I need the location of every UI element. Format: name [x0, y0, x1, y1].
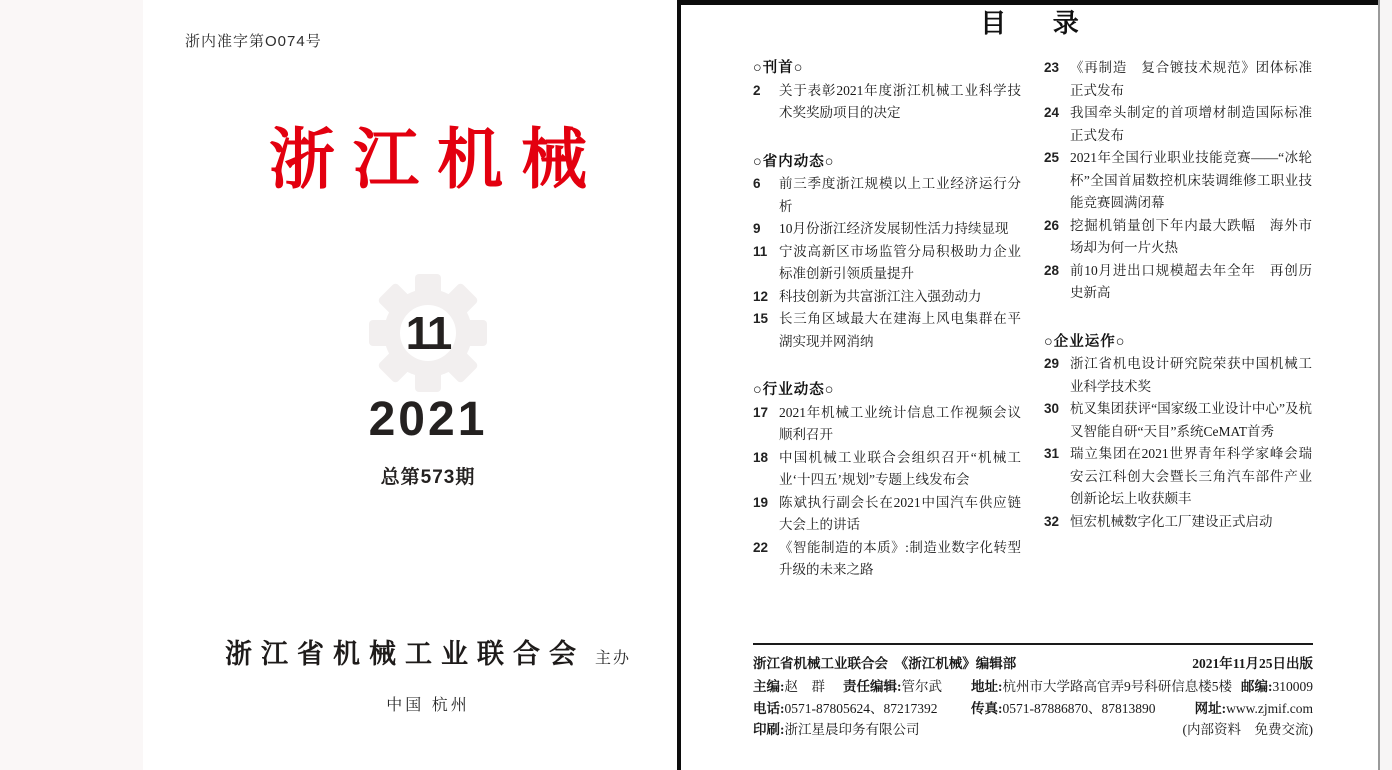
toc-entry	[753, 537, 1021, 582]
toc-column-2	[1044, 57, 1312, 533]
toc-entry-title: 《智能制造的本质》:制造业数字化转型升级的未来之路	[779, 539, 1021, 577]
toc-entry	[753, 402, 1021, 447]
toc-columns	[753, 57, 1312, 582]
footer-field-value: 杭州市大学路高官弄9号科研信息楼5楼	[1002, 679, 1232, 694]
footer-cell	[971, 676, 1241, 698]
toc-entry-title: 2021年全国行业职业技能竞赛——“冰轮杯”全国首届数控机床装调维修工职业技能竞赛圆满闭幕	[1070, 150, 1312, 210]
toc-entry-title: 挖掘机销量创下年内最大跌幅 海外市场却为何一片火热	[1070, 217, 1312, 255]
toc-entry	[753, 308, 1021, 353]
footer-field	[1183, 722, 1314, 737]
toc-entry	[1044, 215, 1312, 260]
footer-field-value: (内部资料 免费交流)	[1182, 722, 1313, 737]
toc-entry-page-number: 12	[753, 288, 769, 304]
footer-field-value: www.zjmif.com	[1226, 700, 1313, 716]
toc-entry-title: 瑞立集团在2021世界青年科学家峰会瑞安云江科创大会暨长三角汽车部件产业创新论坛上收获颇丰	[1070, 446, 1312, 506]
footer-field-label: 电话:	[753, 700, 785, 716]
toc-section-header: ○刊首○	[753, 60, 804, 76]
gear-icon	[367, 272, 489, 394]
toc-entry	[753, 241, 1021, 286]
footer-detail-rows	[753, 676, 1313, 741]
footer-field-value: 0571-87805624、87217392	[784, 700, 938, 716]
magazine-title: 浙江机械	[269, 120, 605, 198]
toc-entry-page-number: 18	[753, 449, 769, 465]
toc-entry-title: 中国机械工业联合会组织召开“机械工业‘十四五’规划”专题上线发布会	[779, 449, 1021, 487]
toc-entry-title: 恒宏机械数字化工厂建设正式启动	[1070, 513, 1273, 529]
footer-field	[1195, 701, 1313, 716]
toc-section-header: ○企业运作○	[1044, 333, 1126, 350]
footer-cell	[1195, 698, 1313, 720]
footer-publish-date: 2021年11月25日出版	[1192, 656, 1313, 671]
footer-field-value: 310009	[1272, 679, 1313, 694]
footer-cell	[753, 676, 971, 698]
toc-entry-page-number: 23	[1044, 60, 1060, 75]
toc-entry	[1044, 147, 1312, 215]
organizer-role: 主办	[594, 650, 631, 667]
publish-location: 中国 杭州	[386, 697, 470, 714]
toc-entry-page-number: 22	[753, 539, 769, 555]
toc-entry	[753, 447, 1021, 492]
background-left-strip	[0, 0, 143, 770]
issue-number: 总第573期	[380, 467, 476, 488]
footer-publisher: 浙江省机械工业联合会 《浙江机械》编辑部	[753, 656, 1017, 671]
footer-field-label: 地址:	[971, 679, 1003, 694]
toc-entry-title: 科技创新为共富浙江注入强劲动力	[779, 288, 982, 304]
footer-field-value: 管尔武	[901, 679, 942, 694]
toc-entry-page-number: 15	[753, 311, 769, 326]
toc-entry-page-number: 32	[1044, 513, 1060, 529]
toc-entry	[1044, 260, 1312, 305]
toc-entry-page-number: 9	[753, 221, 761, 236]
toc-entry	[1044, 102, 1312, 147]
toc-entry	[753, 173, 1021, 218]
footer-cell	[971, 698, 1195, 720]
footer-field-value: 赵 群	[784, 679, 825, 694]
toc-entry-page-number: 17	[753, 404, 769, 420]
footer-field	[753, 701, 938, 716]
footer-row	[753, 698, 1313, 720]
footer-field-label: 责任编辑:	[843, 679, 902, 694]
toc-entry-title: 浙江省机电设计研究院荣获中国机械工业科学技术奖	[1070, 356, 1312, 394]
toc-entry-title: 关于表彰2021年度浙江机械工业科学技术奖奖励项目的决定	[779, 82, 1021, 120]
toc-entry-page-number: 2	[753, 82, 761, 98]
footer-cell	[1183, 719, 1314, 741]
toc-footer	[753, 643, 1313, 741]
footer-field-label: 印刷:	[753, 722, 785, 737]
footer-field-label: 邮编:	[1241, 679, 1273, 694]
footer-field-label: 主编:	[753, 679, 785, 694]
toc-entry-page-number: 24	[1044, 105, 1060, 120]
toc-entry-title: 前10月进出口规模超去年全年 再创历史新高	[1070, 262, 1312, 300]
footer-cell	[971, 719, 1183, 741]
toc-entry-page-number: 19	[753, 494, 769, 510]
toc-entry-page-number: 26	[1044, 217, 1060, 233]
toc-entry-title: 长三角区域最大在建海上风电集群在平湖实现并网消纳	[779, 311, 1021, 349]
toc-entry-page-number: 6	[753, 176, 761, 191]
footer-field	[843, 679, 942, 694]
toc-entry-page-number: 28	[1044, 262, 1060, 278]
footer-field	[753, 679, 825, 694]
footer-row	[753, 719, 1313, 741]
toc-entry	[1044, 398, 1312, 443]
toc-entry	[753, 80, 1021, 125]
toc-entry-title: 10月份浙江经济发展韧性活力持续显现	[779, 221, 1009, 236]
toc-title: 目 录	[980, 9, 1099, 38]
footer-field-label: 网址:	[1194, 700, 1227, 716]
footer-field	[1241, 679, 1313, 694]
footer-cell	[753, 698, 971, 720]
toc-entry-title: 我国牵头制定的首项增材制造国际标准正式发布	[1070, 105, 1312, 143]
footer-row	[753, 676, 1313, 698]
toc-section-header: ○省内动态○	[753, 153, 835, 170]
toc-section-header: ○行业动态○	[753, 382, 835, 398]
toc-page	[681, 0, 1378, 770]
toc-entry	[1044, 511, 1312, 534]
gear-icon-svg	[367, 272, 489, 394]
toc-entry-page-number: 25	[1044, 150, 1060, 165]
toc-entry-title: 宁波高新区市场监管分局积极助力企业标准创新引领质量提升	[779, 243, 1021, 281]
cover-content	[179, 0, 677, 770]
footer-publisher-row	[753, 654, 1313, 674]
toc-entry	[1044, 57, 1312, 102]
toc-entry	[753, 492, 1021, 537]
footer-field	[753, 722, 920, 737]
footer-cell	[753, 719, 971, 741]
toc-entry	[753, 218, 1021, 241]
toc-entry-title: 前三季度浙江规模以上工业经济运行分析	[779, 176, 1021, 214]
footer-field	[971, 701, 1156, 716]
toc-entry	[1044, 353, 1312, 398]
organizer-line	[179, 632, 677, 671]
background-right-strip	[1380, 0, 1392, 770]
toc-entry	[753, 286, 1021, 309]
footer-field	[971, 679, 1232, 694]
cover-page	[143, 0, 677, 770]
toc-entry-title: 2021年机械工业统计信息工作视频会议顺利召开	[779, 404, 1021, 442]
toc-column-1	[753, 57, 1021, 582]
toc-entry-page-number: 11	[753, 243, 768, 259]
issue-year: 2021	[368, 393, 488, 446]
toc-entry-title: 《再制造 复合镀技术规范》团体标准正式发布	[1070, 60, 1312, 98]
footer-field-value: 浙江星晨印务有限公司	[784, 722, 920, 737]
toc-entry-page-number: 30	[1044, 401, 1060, 416]
toc-entry-title: 杭叉集团获评“国家级工业设计中心”及杭叉智能自研“天目”系统CeMAT首秀	[1070, 401, 1312, 439]
toc-entry-title: 陈斌执行副会长在2021中国汽车供应链大会上的讲话	[779, 494, 1021, 532]
toc-entry-page-number: 31	[1044, 446, 1060, 461]
footer-cell	[1241, 676, 1313, 698]
footer-field-value: 0571-87886870、87813890	[1002, 700, 1156, 716]
toc-entry	[1044, 443, 1312, 511]
toc-entry-page-number: 29	[1044, 356, 1060, 371]
footer-field-label: 传真:	[971, 700, 1003, 716]
organizer-name: 浙江省机械工业联合会	[224, 639, 585, 670]
issue-month: 11	[405, 307, 451, 359]
license-number: 浙内准字第O074号	[185, 33, 322, 50]
